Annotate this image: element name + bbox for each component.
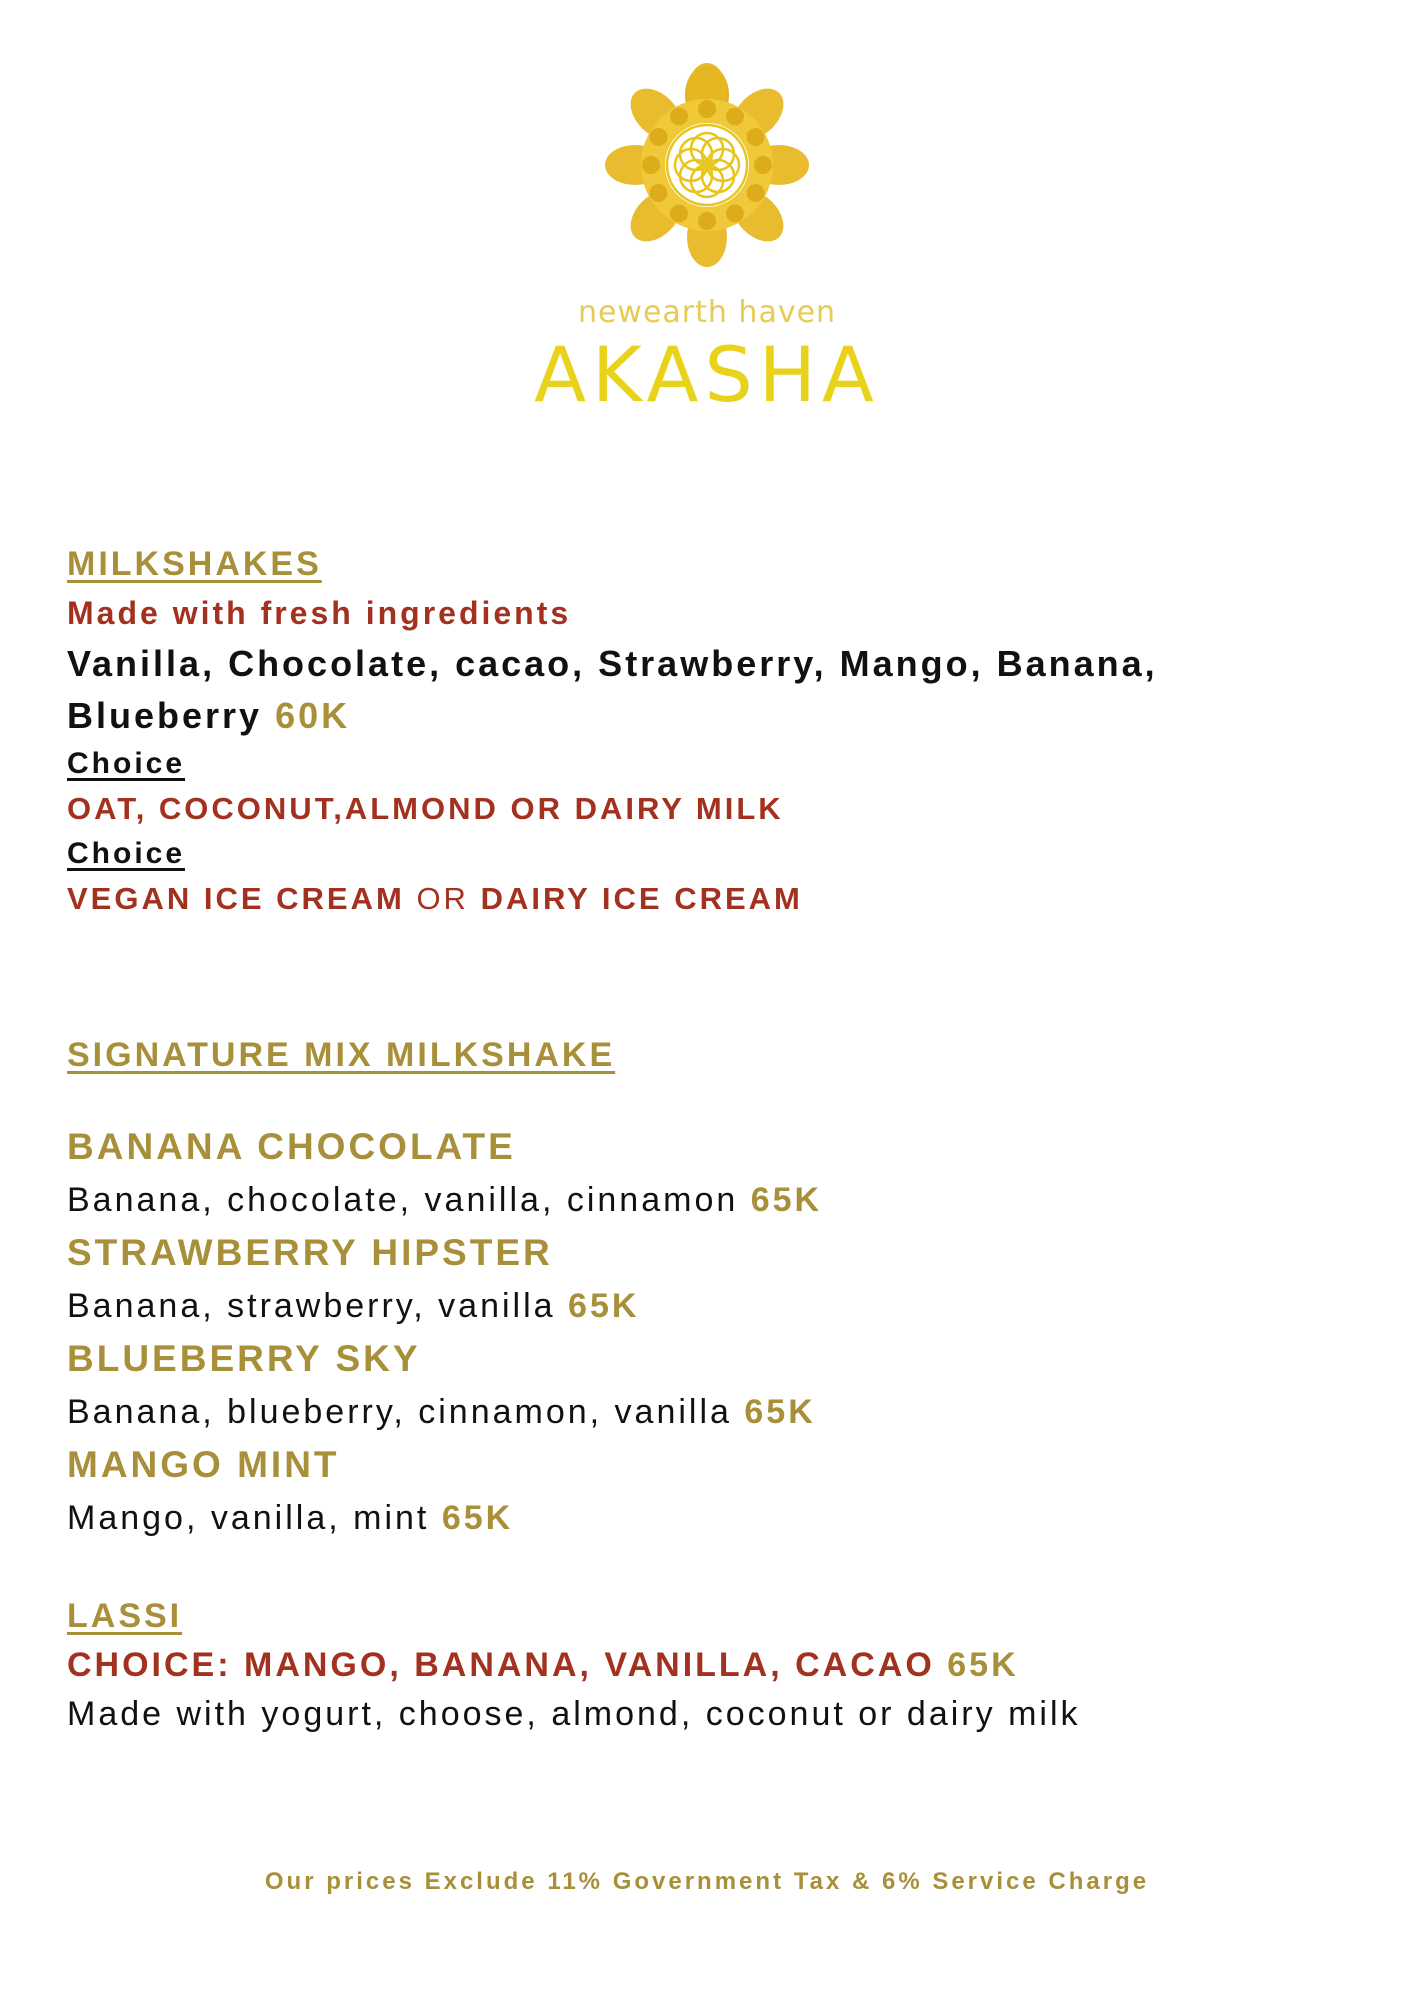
lassi-heading: LASSI (67, 1597, 183, 1635)
lassi-choice: CHOICE: MANGO, BANANA, VANILLA, CACAO (67, 1646, 935, 1684)
option-dairy-ice-cream: DAIRY ICE CREAM (480, 881, 803, 916)
menu-content (67, 540, 1367, 1738)
signature-item-desc (67, 1174, 1367, 1226)
signature-item-desc (67, 1492, 1367, 1544)
lassi-desc: Made with yogurt, choose, almond, coconut or dairy milk (67, 1695, 1081, 1733)
brand-name: AKASHA (534, 330, 880, 419)
brand-tagline: newearth haven (577, 295, 837, 330)
choice-label-milk: Choice (67, 747, 186, 780)
signature-item-name: MANGO MINT (67, 1444, 340, 1485)
milkshakes-subtitle: Made with fresh ingredients (67, 595, 572, 631)
milkshakes-heading: MILKSHAKES (67, 545, 322, 583)
lassi-choice-line (67, 1640, 1367, 1690)
signature-item-desc-text: Banana, chocolate, vanilla, cinnamon (67, 1181, 739, 1219)
option-vegan-ice-cream: VEGAN ICE CREAM (67, 881, 405, 916)
milkshakes-price: 60K (275, 695, 351, 736)
lassi-price: 65K (947, 1646, 1019, 1684)
milkshakes-flavors-line1: Vanilla, Chocolate, cacao, Strawberry, Mango, Banana, (67, 643, 1158, 684)
mandala-logo-icon (602, 60, 812, 270)
signature-item-price: 65K (441, 1499, 514, 1537)
signature-heading: SIGNATURE MIX MILKSHAKE (67, 1036, 616, 1074)
signature-item-name: BLUEBERRY SKY (67, 1338, 421, 1379)
signature-item-desc-text: Banana, blueberry, cinnamon, vanilla (67, 1393, 732, 1431)
signature-item-desc-text: Banana, strawberry, vanilla (67, 1287, 556, 1325)
signature-item-price: 65K (750, 1181, 823, 1219)
footer-tax-note: Our prices Exclude 11% Government Tax & 6% Service Charge (264, 1868, 1150, 1895)
milkshakes-flavors-line2-text: Blueberry (67, 695, 263, 736)
signature-item-price: 65K (744, 1393, 816, 1431)
option-or: OR (416, 881, 469, 916)
signature-item-desc (67, 1280, 1367, 1332)
signature-item-name: STRAWBERRY HIPSTER (67, 1232, 553, 1273)
signature-item-desc (67, 1386, 1367, 1438)
choice-options-icecream (67, 876, 1367, 922)
milkshakes-flavors-line2 (67, 690, 1367, 742)
choice-options-milk: OAT, COCONUT,ALMOND OR DAIRY MILK (67, 791, 784, 826)
signature-item-name: BANANA CHOCOLATE (67, 1126, 516, 1167)
signature-item-price: 65K (568, 1287, 640, 1325)
choice-label-icecream: Choice (67, 837, 186, 870)
signature-item-desc-text: Mango, vanilla, mint (67, 1499, 430, 1537)
logo (0, 60, 1414, 270)
